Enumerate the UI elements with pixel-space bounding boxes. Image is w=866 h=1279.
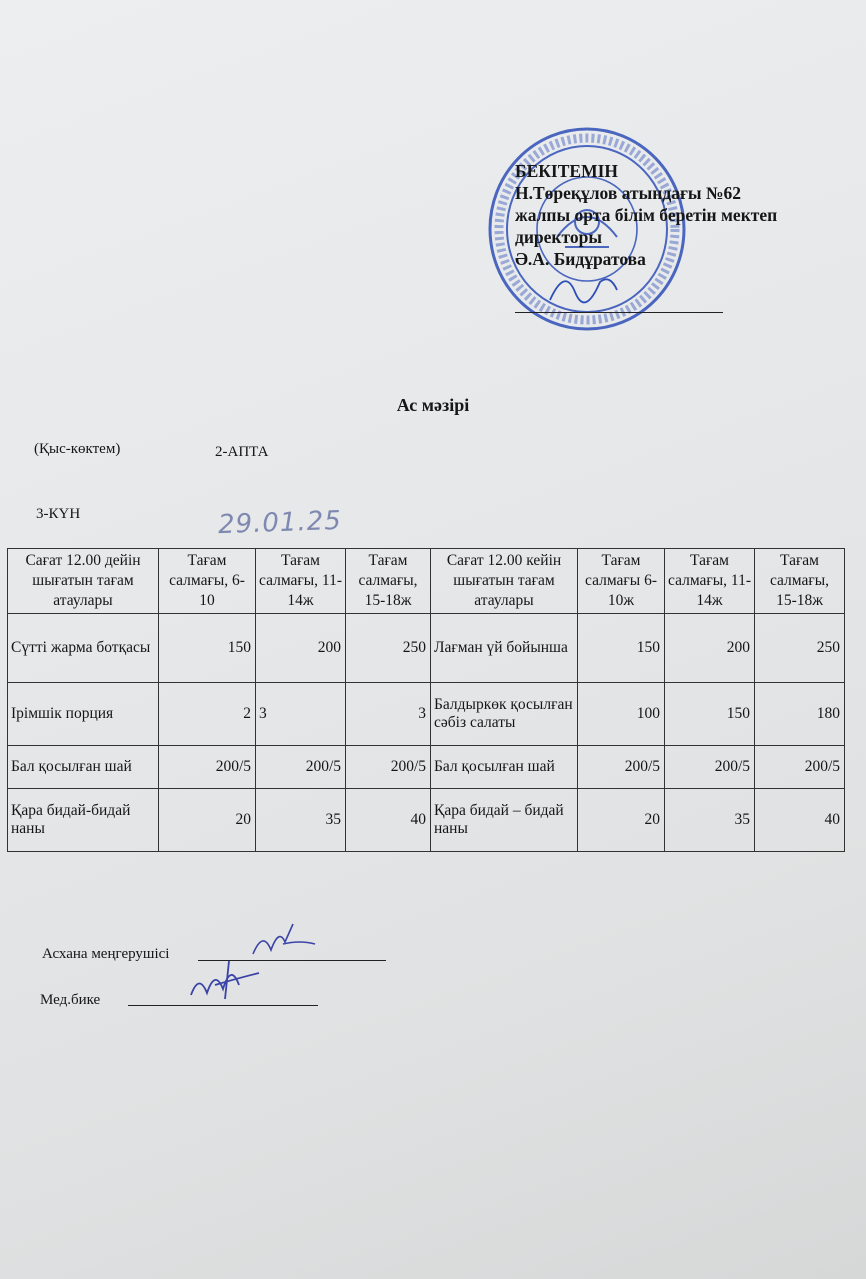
weight-cell: 200/5 [256,746,346,789]
weight-cell: 2 [159,683,256,746]
kitchen-head-signature [245,920,320,962]
dish-name-cell: Лағман үй бойынша [431,614,578,683]
approval-position: директоры [515,227,603,247]
weight-cell: 100 [578,683,665,746]
dish-name-cell: Қара бидай – бидай наны [431,789,578,852]
weight-cell: 200 [665,614,755,683]
dish-name-cell: Қара бидай-бидай наны [8,789,159,852]
weight-cell: 200 [256,614,346,683]
nurse-signature [185,955,265,1005]
approval-signature-line [515,312,723,313]
kitchen-head-signature-line [198,960,386,961]
header-cell: Сағат 12.00 дейін шығатын тағам атаулары [8,549,159,614]
nurse-label: Мед.бике [40,992,101,1008]
table-row [8,789,845,852]
weight-cell: 250 [755,614,845,683]
weight-cell: 200/5 [159,746,256,789]
document-title: Ас мәзірі [396,395,470,415]
handwritten-date: 29.01.25 [217,505,343,541]
week-label: 2-АПТА [215,444,269,460]
table-row [8,683,845,746]
table-row [8,746,845,789]
approval-title: БЕКІТЕМІН [515,161,619,181]
weight-cell: 200/5 [578,746,665,789]
header-cell: Тағам салмағы, 15-18ж [755,549,845,614]
weight-cell: 35 [256,789,346,852]
header-cell: Тағам салмағы, 6-10 [159,549,256,614]
weight-cell: 40 [346,789,431,852]
weight-cell: 150 [578,614,665,683]
header-cell: Сағат 12.00 кейін шығатын тағам атаулары [431,549,578,614]
weight-cell: 20 [578,789,665,852]
weight-cell: 3 [256,683,346,746]
dish-name-cell: Ірімшік порция [8,683,159,746]
weight-cell: 200/5 [665,746,755,789]
day-label: 3-КҮН [36,506,81,522]
kitchen-head-label: Асхана меңгерушісі [42,946,170,962]
dish-name-cell: Балдыркөк қосылған сәбіз салаты [431,683,578,746]
weight-cell: 200/5 [346,746,431,789]
weight-cell: 180 [755,683,845,746]
dish-name-cell: Бал қосылған шай [8,746,159,789]
dish-name-cell: Бал қосылған шай [431,746,578,789]
menu-table-header [8,549,845,614]
header-cell: Тағам салмағы, 11-14ж [665,549,755,614]
approval-director-name: Ә.А. Бидұратова [515,249,646,269]
header-cell: Тағам салмағы, 11-14ж [256,549,346,614]
header-cell: Тағам салмағы 6-10ж [578,549,665,614]
weight-cell: 35 [665,789,755,852]
header-cell: Тағам салмағы, 15-18ж [346,549,431,614]
dish-name-cell: Сүтті жарма ботқасы [8,614,159,683]
weight-cell: 20 [159,789,256,852]
weight-cell: 40 [755,789,845,852]
menu-table [7,548,845,852]
approval-block [515,160,855,270]
approval-school-type: жалпы орта білім беретін мектеп [515,205,778,225]
weight-cell: 150 [159,614,256,683]
weight-cell: 3 [346,683,431,746]
weight-cell: 150 [665,683,755,746]
weight-cell: 250 [346,614,431,683]
weight-cell: 200/5 [755,746,845,789]
season-label: (Қыс-көктем) [34,441,121,457]
table-row [8,614,845,683]
approval-school-name: Н.Төреқұлов атындағы №62 [515,183,742,203]
nurse-signature-line [128,1005,318,1006]
